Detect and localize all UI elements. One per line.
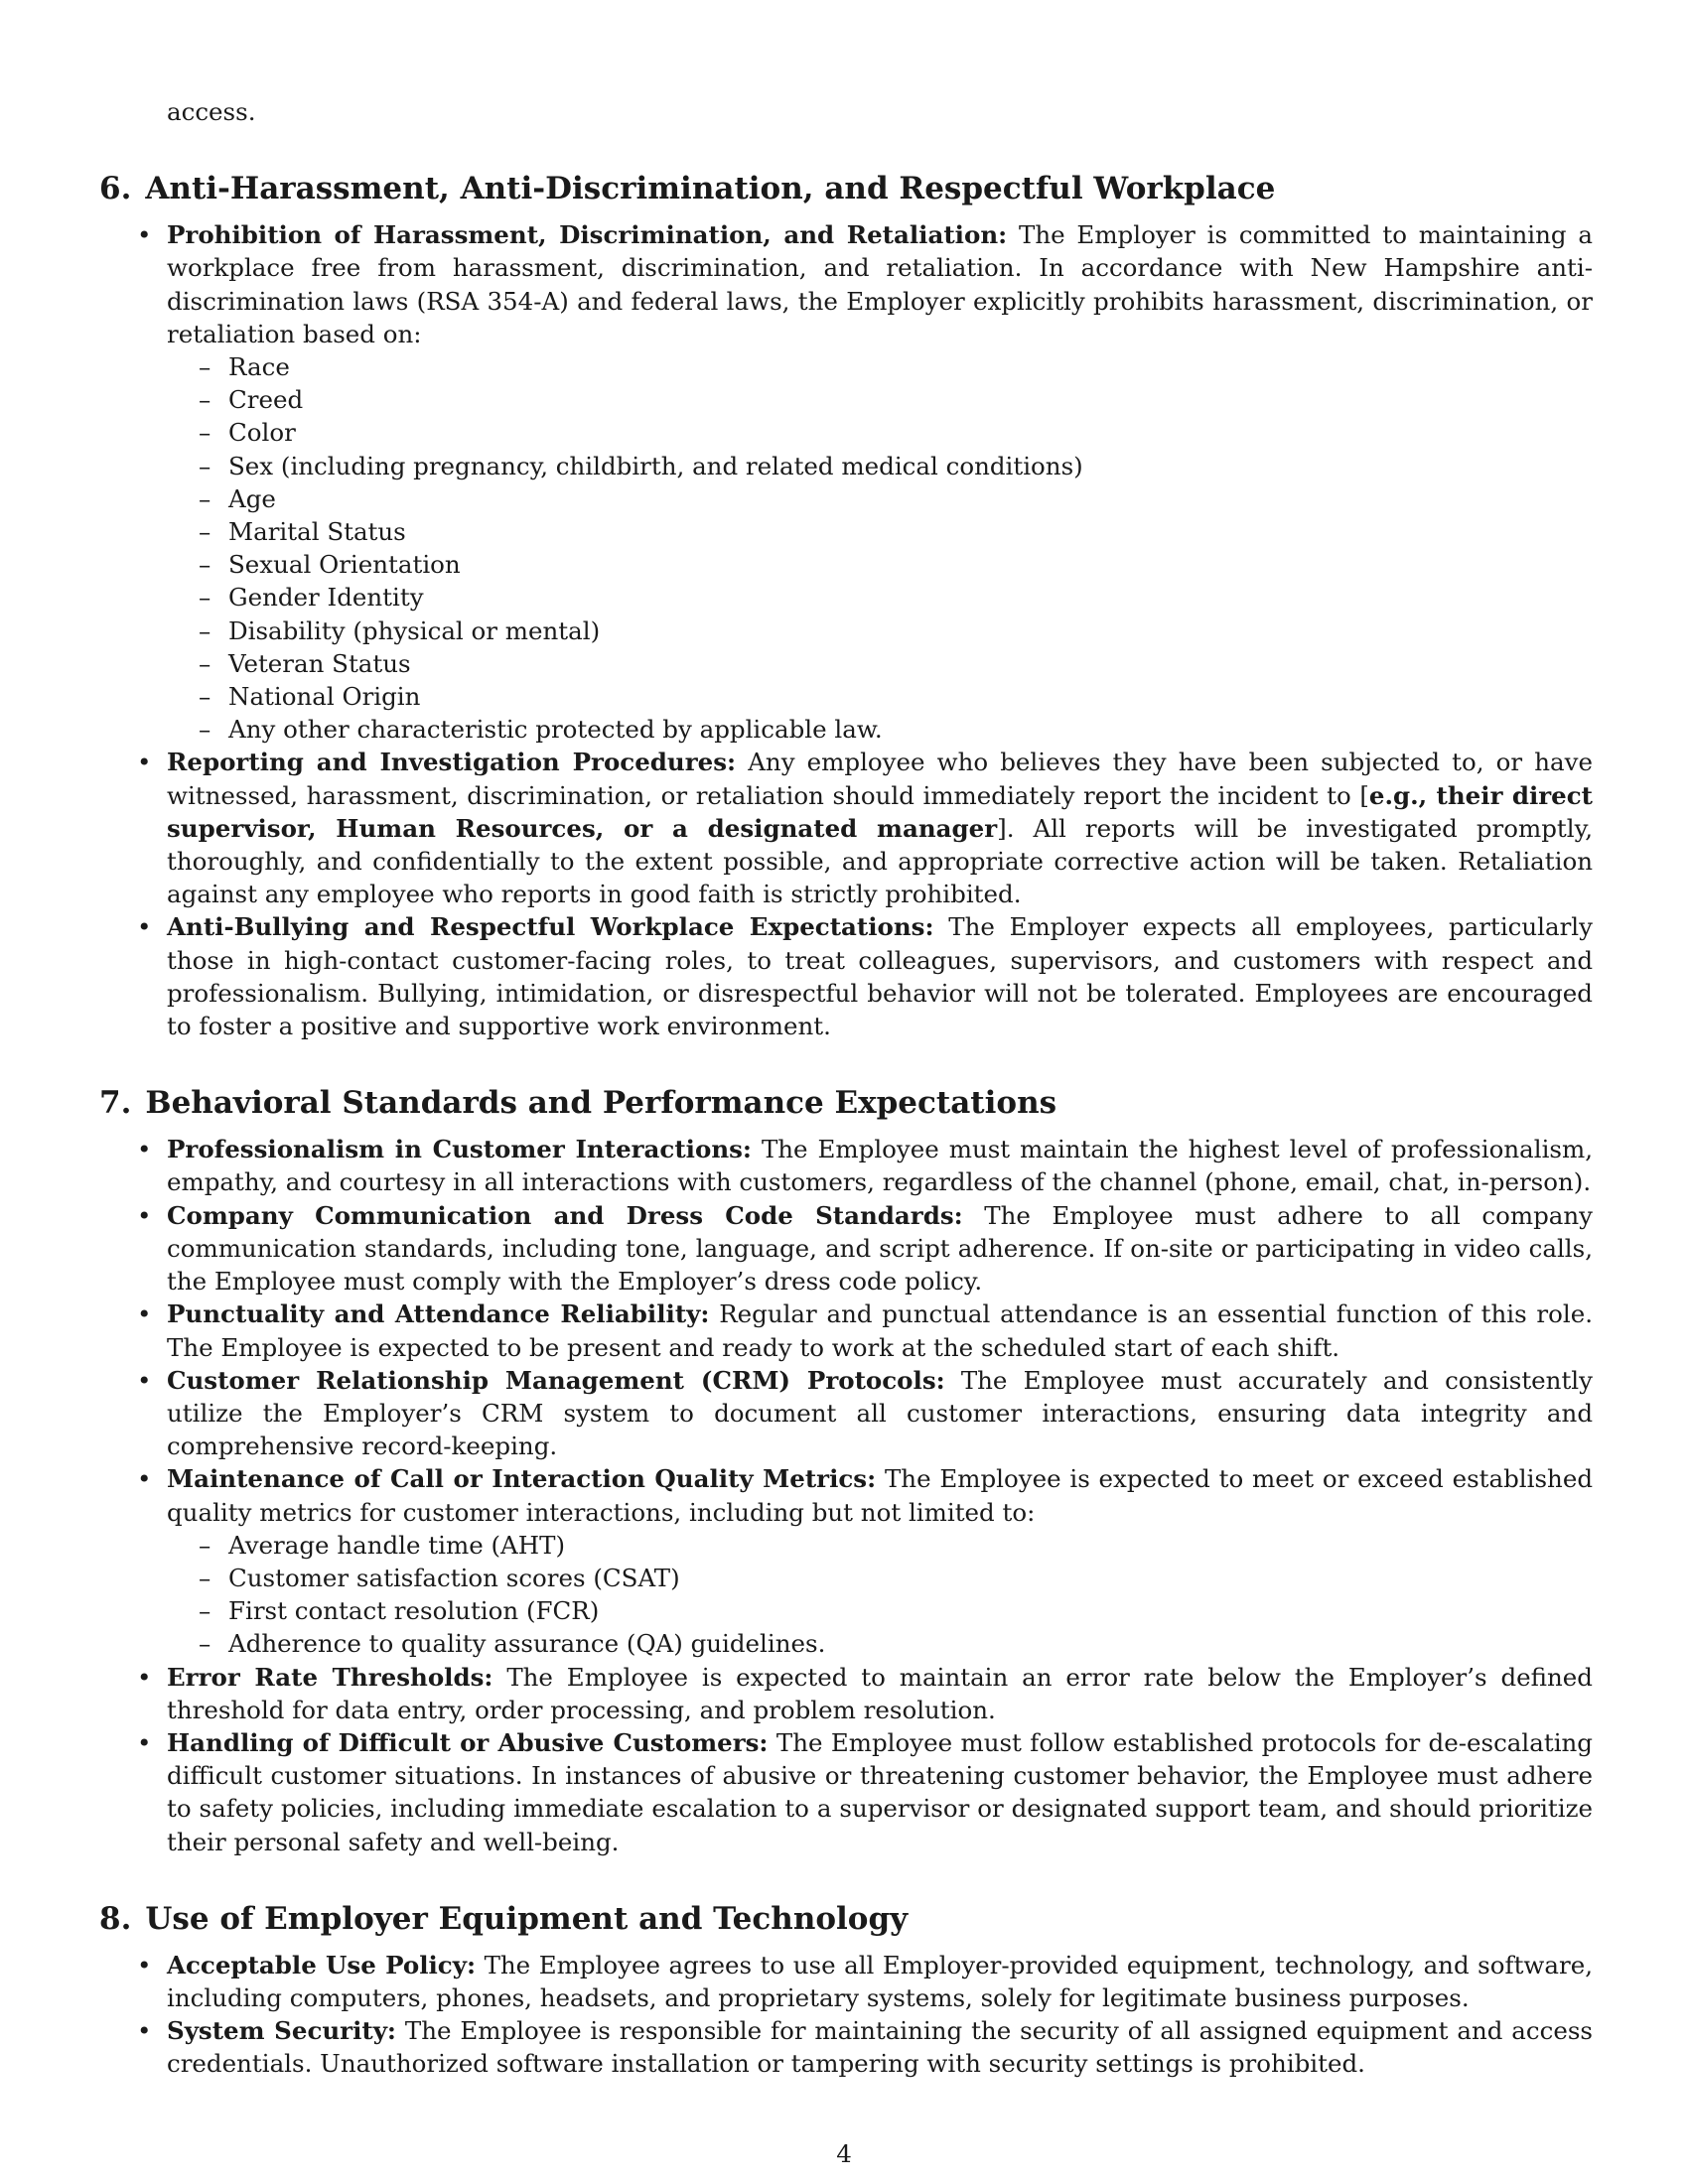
sub-list-item: – Gender Identity	[228, 581, 1593, 614]
item-text: The Employee is expected to meet or exceed established quality metrics for customer interactions, including but not limited to:	[167, 1464, 1593, 1527]
item-text: Regular and punctual attendance is an essential function of this role. The Employee is expected to be present and ready to work at the scheduled start of each shift.	[167, 1299, 1593, 1362]
section-number: 8.	[99, 1900, 132, 1937]
item-text: Any employee who believes they have been subjected to, or have witnessed, harassment, discrimination, or retaliation should immediately report the incident to [	[167, 748, 1593, 810]
sub-list-item: – Disability (physical or mental)	[228, 614, 1593, 647]
item-text: The Employer is committed to maintaining a workplace free from harassment, discrimination, and retaliation. In accordance with New Hampshire anti-discrimination laws (RSA 354-A) and federal laws, the Employer explicitly prohibits harassment, discrimination, or retaliation based on:	[167, 220, 1593, 348]
sub-list-item: – Customer satisfaction scores (CSAT)	[228, 1562, 1593, 1594]
section-title: Use of Employer Equipment and Technology	[145, 1900, 909, 1937]
item-text: The Employee must maintain the highest level of professionalism, empathy, and courtesy in all interactions with customers, regardless of the channel (phone, email, chat, in-person).	[167, 1135, 1593, 1197]
item-label: Customer Relationship Management (CRM) Protocols:	[167, 1365, 945, 1395]
sub-list-item: – Any other characteristic protected by applicable law.	[228, 713, 1593, 746]
quality-metrics-list	[167, 1529, 1593, 1661]
section-title: Behavioral Standards and Performance Expectations	[145, 1085, 1057, 1122]
list-item	[167, 1949, 1593, 2014]
list-item	[167, 1297, 1593, 1363]
section-heading-8	[99, 1899, 1593, 1939]
sub-list-item: – Sexual Orientation	[228, 548, 1593, 581]
item-text: The Employee is expected to maintain an error rate below the Employer’s defined threshold for data entry, order processing, and problem resolution.	[167, 1662, 1593, 1724]
list-item	[167, 1364, 1593, 1463]
item-label: Handling of Difficult or Abusive Customers:	[167, 1727, 769, 1757]
item-text: The Employee must follow established protocols for de-escalating difficult customer situations. In instances of abusive or threatening customer behavior, the Employee must adhere to safety policies, including immediate escalation to a supervisor or designated support team, and should prioritize their personal safety and well-being.	[167, 1727, 1593, 1856]
section-heading-7	[99, 1083, 1593, 1123]
item-text: The Employee must accurately and consistently utilize the Employer’s CRM system to document all customer interactions, ensuring data integrity and comprehensive record-keeping.	[167, 1365, 1593, 1461]
item-label: Prohibition of Harassment, Discrimination, and Retaliation:	[167, 220, 1008, 250]
sub-list-item: – Race	[228, 350, 1593, 383]
section-6-list	[167, 218, 1593, 1042]
sub-list-item: – Veteran Status	[228, 647, 1593, 680]
item-label: Company Communication and Dress Code Standards:	[167, 1200, 963, 1230]
section-title: Anti-Harassment, Anti-Discrimination, and Respectful Workplace	[145, 171, 1276, 207]
section-number: 6.	[99, 171, 132, 207]
item-text: The Employee agrees to use all Employer-provided equipment, technology, and software, including computers, phones, headsets, and proprietary systems, solely for legitimate business purposes.	[167, 1950, 1593, 2012]
item-text: The Employee must adhere to all company communication standards, including tone, language, and script adherence. If on-site or participating in video calls, the Employee must comply with the Employer’s dress code policy.	[167, 1200, 1593, 1297]
placeholder-bold-text: e.g., their direct supervisor, Human Resources, or a designated manager	[167, 780, 1594, 843]
sub-list-item: – Sex (including pregnancy, childbirth, and related medical conditions)	[228, 450, 1593, 482]
sub-list-item: – Color	[228, 416, 1593, 449]
list-item	[167, 1462, 1593, 1660]
sub-list-item: – Creed	[228, 383, 1593, 416]
list-item	[167, 910, 1593, 1042]
item-label: Acceptable Use Policy:	[167, 1950, 477, 1979]
sub-list-item: – First contact resolution (FCR)	[228, 1594, 1593, 1627]
item-text-continued: ]. All reports will be investigated promptly, thoroughly, and confidentially to the extent possible, and appropriate corrective action will be taken. Retaliation against any employee who reports in good faith is strictly prohibited.	[167, 813, 1593, 909]
item-label: Reporting and Investigation Procedures:	[167, 748, 737, 777]
list-item	[167, 746, 1593, 910]
item-label: Punctuality and Attendance Reliability:	[167, 1299, 710, 1329]
list-item	[167, 1199, 1593, 1298]
item-label: Maintenance of Call or Interaction Quality Metrics:	[167, 1464, 877, 1494]
section-7-list	[167, 1133, 1593, 1857]
item-label: Anti-Bullying and Respectful Workplace Expectations:	[167, 912, 934, 942]
section-number: 7.	[99, 1085, 132, 1122]
list-item	[167, 1726, 1593, 1858]
sub-list-item: – Average handle time (AHT)	[228, 1529, 1593, 1562]
section-heading-6	[99, 169, 1593, 208]
item-label: Error Rate Thresholds:	[167, 1662, 493, 1692]
document-page	[99, 95, 1594, 2081]
item-label: Professionalism in Customer Interactions:	[167, 1135, 752, 1164]
section-8-list	[167, 1949, 1593, 2081]
sub-list-item: – National Origin	[228, 680, 1593, 713]
sub-list-item: – Marital Status	[228, 515, 1593, 548]
item-text: The Employer expects all employees, particularly those in high-contact customer-facing roles, to treat colleagues, supervisors, and customers with respect and professionalism. Bullying, intimidation, or disrespectful behavior will not be tolerated. Employees are encouraged to foster a positive and supportive work environment.	[167, 912, 1593, 1041]
list-item	[167, 2014, 1593, 2080]
list-item	[167, 1661, 1593, 1726]
sub-list-item: – Age	[228, 482, 1593, 515]
list-item	[167, 1133, 1593, 1198]
list-item	[167, 218, 1593, 746]
sub-list-item: – Adherence to quality assurance (QA) guidelines.	[228, 1627, 1593, 1660]
continuation-text: access.	[167, 97, 256, 126]
item-label: System Security:	[167, 2016, 396, 2046]
page-number: 4	[836, 2139, 852, 2168]
protected-characteristics-list	[167, 350, 1593, 746]
item-text: The Employee is responsible for maintaining the security of all assigned equipment and access credentials. Unauthorized software installation or tampering with security settings is prohibited.	[167, 2016, 1593, 2079]
